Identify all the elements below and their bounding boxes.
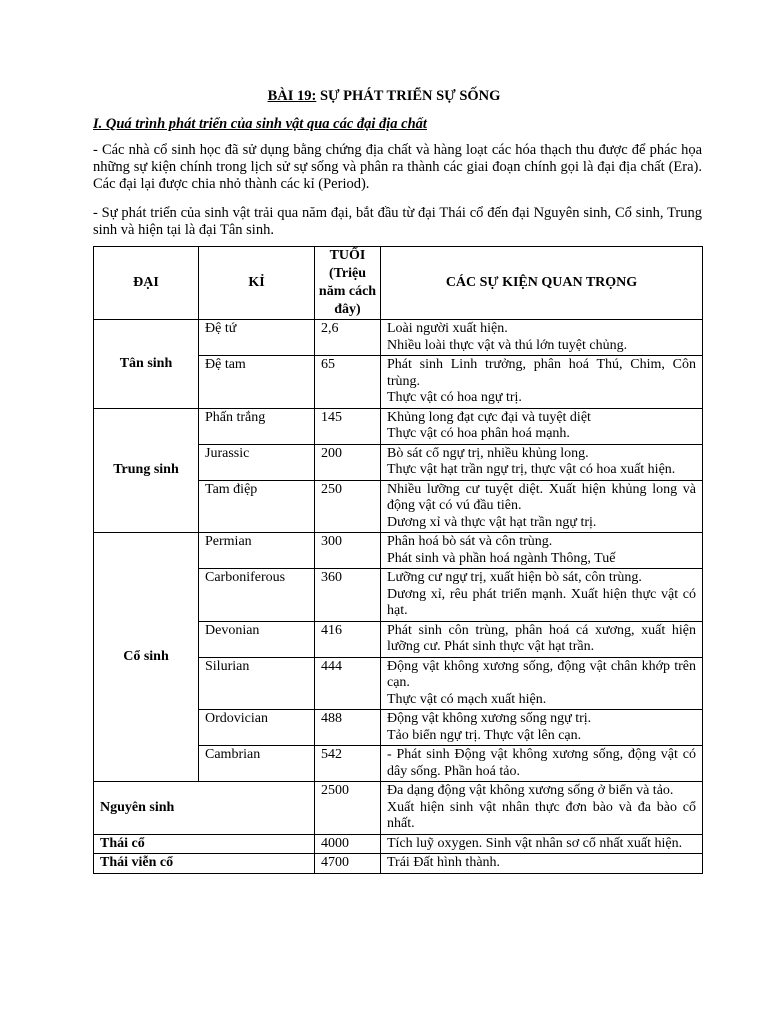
era-cell: Nguyên sinh (94, 782, 315, 835)
events-cell: Khủng long đạt cực đại và tuyệt diệt Thực vật có hoa phân hoá mạnh. (381, 408, 703, 444)
table-row (94, 782, 703, 835)
header-period: KỈ (199, 247, 315, 320)
period-cell: Đệ tam (199, 356, 315, 409)
age-cell: 145 (315, 408, 381, 444)
lesson-number: BÀI 19: (267, 88, 317, 104)
events-cell: Phân hoá bò sát và côn trùng. Phát sinh và phần hoá ngành Thông, Tuế (381, 533, 703, 569)
age-cell: 360 (315, 569, 381, 622)
period-cell: Cambrian (199, 746, 315, 782)
table-row (94, 408, 703, 444)
age-cell: 4700 (315, 854, 381, 874)
events-cell: Tích luỹ oxygen. Sinh vật nhân sơ cổ nhất xuất hiện. (381, 834, 703, 854)
table-row (94, 533, 703, 569)
table-row (94, 320, 703, 356)
age-cell: 488 (315, 710, 381, 746)
period-cell: Đệ tứ (199, 320, 315, 356)
period-cell: Permian (199, 533, 315, 569)
paragraph-2: - Sự phát triển của sinh vật trải qua năm đại, bắt đầu từ đại Thái cổ đến đại Nguyên sinh, Cổ sinh, Trung sinh và hiện tại là đại Tân sinh. (93, 205, 702, 238)
events-cell: Động vật không xương sống, động vật chân khớp trên cạn. Thực vật có mạch xuất hiện. (381, 657, 703, 710)
period-cell: Tam điệp (199, 480, 315, 533)
table-row (94, 834, 703, 854)
events-cell: Nhiều lưỡng cư tuyệt diệt. Xuất hiện khủng long và động vật có vú đầu tiên. Dương xỉ và thực vật hạt trần ngự trị. (381, 480, 703, 533)
period-cell: Carboniferous (199, 569, 315, 622)
period-cell: Devonian (199, 621, 315, 657)
age-cell: 2,6 (315, 320, 381, 356)
geologic-time-table (93, 246, 703, 874)
era-cell: Trung sinh (94, 408, 199, 533)
age-cell: 444 (315, 657, 381, 710)
section-heading: I. Quá trình phát triển của sinh vật qua các đại địa chất (93, 116, 427, 132)
events-cell: Phát sinh Linh trưởng, phân hoá Thú, Chim, Côn trùng. Thực vật có hoa ngự trị. (381, 356, 703, 409)
period-cell: Jurassic (199, 444, 315, 480)
period-cell: Ordovician (199, 710, 315, 746)
period-cell: Phấn trắng (199, 408, 315, 444)
era-cell: Tân sinh (94, 320, 199, 409)
era-cell: Thái cổ (94, 834, 315, 854)
events-cell: Đa dạng động vật không xương sống ở biển và tảo. Xuất hiện sinh vật nhân thực đơn bào và đa bào cổ nhất. (381, 782, 703, 835)
age-cell: 4000 (315, 834, 381, 854)
header-events: CÁC SỰ KIỆN QUAN TRỌNG (381, 247, 703, 320)
age-cell: 542 (315, 746, 381, 782)
header-era: ĐẠI (94, 247, 199, 320)
table-header-row (94, 247, 703, 320)
table-row (94, 854, 703, 874)
period-cell: Silurian (199, 657, 315, 710)
header-age: TUỔI (Triệu năm cách đây) (315, 247, 381, 320)
era-cell: Thái viễn cổ (94, 854, 315, 874)
events-cell: Loài người xuất hiện. Nhiều loài thực vật và thú lớn tuyệt chủng. (381, 320, 703, 356)
paragraph-1: - Các nhà cổ sinh học đã sử dụng bằng chứng địa chất và hàng loạt các hóa thạch thu được để phác họa những sự kiện chính trong lịch sử sự sống và phân ra thành các giai đoạn chính gọi là đại địa chất (Era). Các đại lại được chia nhỏ thành các kỉ (Period). (93, 142, 702, 192)
events-cell: Phát sinh côn trùng, phân hoá cá xương, xuất hiện lưỡng cư. Phát sinh thực vật hạt trần. (381, 621, 703, 657)
age-cell: 65 (315, 356, 381, 409)
events-cell: - Phát sinh Động vật không xương sống, động vật có dây sống. Phần hoá tảo. (381, 746, 703, 782)
era-cell: Cổ sinh (94, 533, 199, 782)
lesson-title: SỰ PHÁT TRIỂN SỰ SỐNG (319, 88, 501, 104)
events-cell: Trái Đất hình thành. (381, 854, 703, 874)
age-cell: 416 (315, 621, 381, 657)
events-cell: Lưỡng cư ngự trị, xuất hiện bò sát, côn trùng. Dương xỉ, rêu phát triển mạnh. Xuất hiện thực vật có hạt. (381, 569, 703, 622)
page-title (0, 88, 768, 105)
age-cell: 250 (315, 480, 381, 533)
events-cell: Động vật không xương sống ngự trị. Tảo biển ngự trị. Thực vật lên cạn. (381, 710, 703, 746)
age-cell: 2500 (315, 782, 381, 835)
events-cell: Bò sát cổ ngự trị, nhiều khủng long. Thực vật hạt trần ngự trị, thực vật có hoa xuất hiện. (381, 444, 703, 480)
age-cell: 300 (315, 533, 381, 569)
age-cell: 200 (315, 444, 381, 480)
